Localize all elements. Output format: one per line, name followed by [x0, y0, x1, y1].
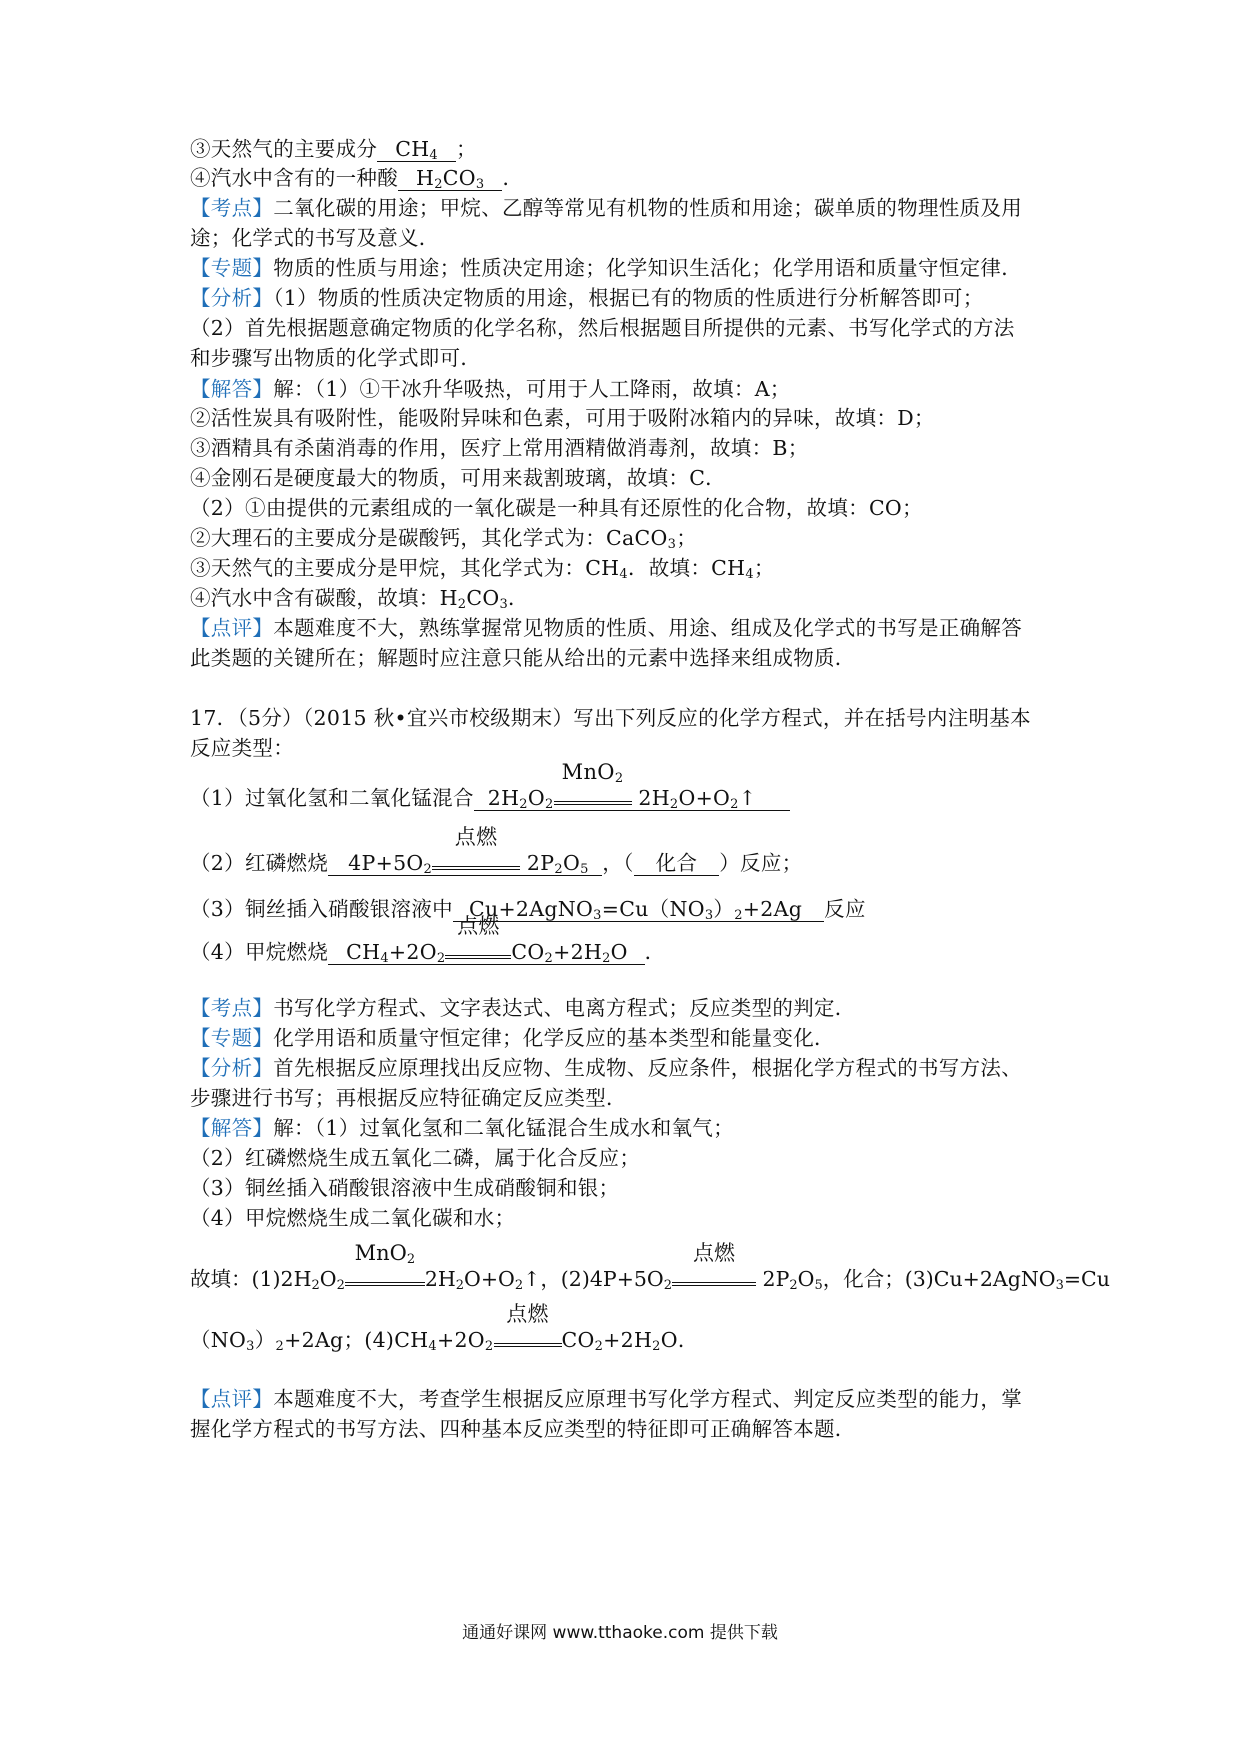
jieda-line-6: ②大理石的主要成分是碳酸钙，其化学式为：CaCO$_3$； [190, 526, 697, 552]
answer-line-4: ④汽水中含有的一种酸 $H_2CO_3$ ． [190, 166, 524, 192]
answer-blank: $H_2CO_3$ [398, 166, 502, 191]
page-footer: 通通好课网 www.tthaoke.com 提供下载 [462, 1623, 778, 1643]
q17-gutian-line-2: $(NO_3)_2+2Ag$；$(4)CH_4+2O_2$ 点燃 $CO_2+2H_2O$． [190, 1302, 699, 1354]
q17-part-1: （1）过氧化氢和二氧化锰混合 $2H_2O_2$ MnO$_2$ $2H_2O+O_2↑$ [190, 760, 791, 812]
q17-jieda-line-2: （2）红磷燃烧生成五氧化二磷，属于化合反应； [190, 1146, 641, 1170]
q17-fenxi-line: 【分析】首先根据反应原理找出反应物、生成物、反应条件，根据化学方程式的书写方法、 [190, 1056, 1023, 1080]
jieda-line-5: （2）①由提供的元素组成的一氧化碳是一种具有还原性的化合物，故填：CO； [190, 496, 923, 520]
q17-part-3: （3）铜丝插入硝酸银溶液中 $Cu+2AgNO_3=Cu(NO_3)_2+2Ag$ 反应 [190, 897, 866, 923]
q17-jieda-line-4: （4）甲烷燃烧生成二氧化碳和水； [190, 1206, 516, 1230]
question-17-head-2: 反应类型： [190, 736, 294, 760]
arrow-condition-ignite: 点燃 [432, 854, 520, 870]
q17-part-2: （2）红磷燃烧 $4P+5O_2$ 点燃 $2P_2O_5$ ，（ 化合 ）反应； [190, 825, 803, 877]
dianping-tag: 【点评】 [190, 1387, 274, 1411]
jieda-tag: 【解答】 [190, 377, 274, 401]
fenxi-line-3: 和步骤写出物质的化学式即可． [190, 346, 482, 370]
q17-dianping-cont: 握化学方程式的书写方法、四种基本反应类型的特征即可正确解答本题． [190, 1417, 856, 1441]
arrow-condition-mno2: MnO$_2$ [554, 789, 632, 805]
dianping-line: 【点评】本题难度不大，熟练掌握常见物质的性质、用途、组成及化学式的书写是正确解答 [190, 616, 1023, 640]
equation-blank-4: $CH_4+2O_2$ 点燃 $CO_2+2H_2O$ [328, 940, 644, 965]
reaction-type-blank: 化合 [634, 851, 720, 876]
arrow-condition-mno2: MnO$_2$ [345, 1270, 425, 1286]
q17-jieda-line: 【解答】解：（1）过氧化氢和二氧化锰混合生成水和氧气； [190, 1116, 734, 1140]
zhuanti-tag: 【专题】 [190, 1026, 274, 1050]
kaodian-tag: 【考点】 [190, 996, 274, 1020]
answer-line-3: ③天然气的主要成分 $CH_4$ ； [190, 137, 477, 163]
q17-dianping-line: 【点评】本题难度不大，考查学生根据反应原理书写化学方程式、判定反应类型的能力，掌 [190, 1387, 1023, 1411]
jieda-line: 【解答】解：（1）①干冰升华吸热，可用于人工降雨，故填：A； [190, 377, 791, 401]
jieda-line-3: ③酒精具有杀菌消毒的作用，医疗上常用酒精做消毒剂，故填：B； [190, 436, 809, 460]
q17-zhuanti-line: 【专题】化学用语和质量守恒定律；化学反应的基本类型和能量变化． [190, 1026, 835, 1050]
kaodian-line: 【考点】二氧化碳的用途；甲烷、乙醇等常见有机物的性质和用途；碳单质的物理性质及用 [190, 196, 1023, 220]
dianping-cont: 此类题的关键所在；解题时应注意只能从给出的元素中选择来组成物质． [190, 646, 856, 670]
equation-blank-1: $2H_2O_2$ MnO$_2$ $2H_2O+O_2↑$ [474, 786, 791, 811]
fenxi-tag: 【分析】 [190, 1056, 274, 1080]
jieda-line-7: ③天然气的主要成分是甲烷，其化学式为：$CH_4$．故填：$CH_4$； [190, 556, 775, 582]
arrow-condition-ignite: 点燃 [672, 1270, 756, 1286]
equation-blank-3: $Cu+2AgNO_3=Cu(NO_3)_2+2Ag$ [453, 897, 824, 922]
q17-part-4: （4）甲烷燃烧 $CH_4+2O_2$ 点燃 $CO_2+2H_2O$ ． [190, 914, 666, 966]
q17-gutian-line: 故填：$(1)2H_2O_2$ MnO$_2$ $2H_2O+O_2↑$，$(2)4P+5O_2$ 点燃 $2P_2O_5$，化合；(3)Cu+2AgNO$_3$=Cu [190, 1241, 1110, 1293]
arrow-condition-ignite: 点燃 [445, 943, 511, 959]
jieda-line-4: ④金刚石是硬度最大的物质，可用来裁割玻璃，故填：C． [190, 466, 726, 490]
kaodian-tag: 【考点】 [190, 196, 274, 220]
fenxi-line: 【分析】（1）物质的性质决定物质的用途，根据已有的物质的性质进行分析解答即可； [190, 286, 984, 310]
jieda-line-8: ④汽水中含有碳酸，故填：$H_2CO_3$． [190, 586, 529, 612]
kaodian-cont: 途；化学式的书写及意义． [190, 226, 440, 250]
fenxi-line-2: （2）首先根据题意确定物质的化学名称，然后根据题目所提供的元素、书写化学式的方法 [190, 316, 1015, 340]
zhuanti-line: 【专题】物质的性质与用途；性质决定用途；化学知识生活化；化学用语和质量守恒定律． [190, 256, 1023, 280]
answer-blank: $CH_4$ [377, 137, 456, 162]
jieda-line-2: ②活性炭具有吸附性，能吸附异味和色素，可用于吸附冰箱内的异味，故填：D； [190, 406, 935, 430]
zhuanti-tag: 【专题】 [190, 256, 274, 280]
q17-fenxi-cont: 步骤进行书写；再根据反应特征确定反应类型． [190, 1086, 627, 1110]
q17-jieda-line-3: （3）铜丝插入硝酸银溶液中生成硝酸铜和银； [190, 1176, 620, 1200]
fenxi-tag: 【分析】 [190, 286, 274, 310]
arrow-condition-ignite: 点燃 [494, 1331, 562, 1347]
dianping-tag: 【点评】 [190, 616, 274, 640]
question-17-head: 17．（5分）（2015 秋•宜兴市校级期末）写出下列反应的化学方程式，并在括号内注明基本 [190, 706, 1031, 730]
jieda-tag: 【解答】 [190, 1116, 274, 1140]
equation-blank-2: $4P+5O_2$ 点燃 $2P_2O_5$ [328, 851, 602, 876]
q17-kaodian-line: 【考点】书写化学方程式、文字表达式、电离方程式；反应类型的判定． [190, 996, 856, 1020]
